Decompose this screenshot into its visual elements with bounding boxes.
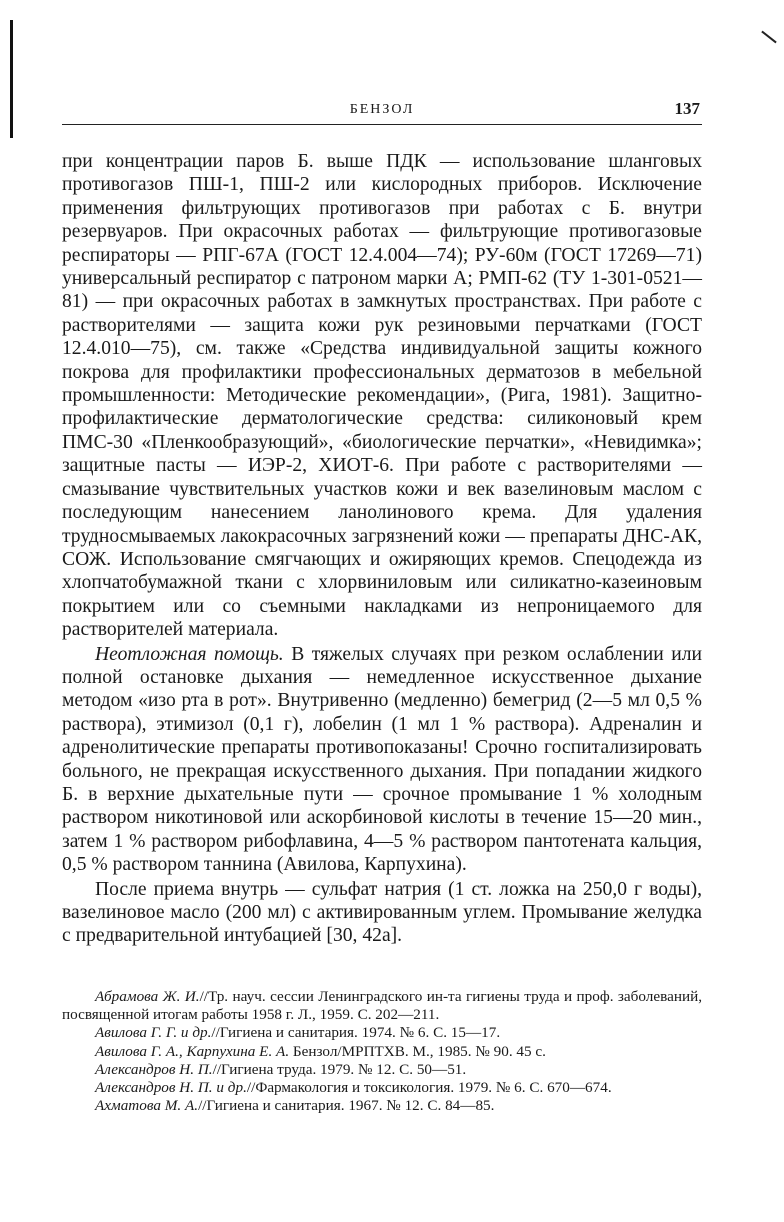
reference-text: //Гигиена труда. 1979. № 12. С. 50—51. (212, 1060, 467, 1078)
scan-margin-line (10, 20, 13, 138)
reference-item (62, 1061, 702, 1079)
paragraph-protection: при концентрации паров Б. выше ПДК — использование шланговых противогазов ПШ-1, ПШ-2 или кислородных приборов. Исключение применения фильтрующих противогазов при работах с Б. внутри резервуаров. При окрасочных работах — фильтрующие противогазовые респираторы — РПГ-67А (ГОСТ 12.4.004—74); РУ-60м (ГОСТ 17269—71) универсальный респиратор с патроном марки А; РМП-62 (ТУ 1-301-0521—81) — при окрасочных работах в замкнутых пространствах. При работе с растворителями — защита кожи рук резиновыми перчатками (ГОСТ 12.4.010—75), см. также «Средства индивидуальной защиты кожного покрова для профилактики профессиональных дерматозов в мебельной промышленности: Методические рекомендации», (Рига, 1981). Защитно-профилактические дерматологические средства: силиконовый крем ПМС-30 «Пленкообразующий», «биологические перчатки», «Невидимка»; защитные пасты — ИЭР-2, ХИОТ-6. При работе с растворителями — смазывание чувствительных участков кожи и век вазелиновым маслом с последующим нанесением ланолинового крема. Для удаления трудносмываемых лакокрасочных загрязнений кожи — препараты ДНС-АК, СОЖ. Использование смягчающих и ожиряющих кремов. Спецодежда из хлопчатобумажной ткани с хлорвиниловым или силикатно-казеиновым покрытием или со съемными накладками из непроницаемого для растворителей материала. (62, 151, 702, 641)
page-number: 137 (674, 99, 700, 118)
reference-item (62, 1024, 702, 1042)
reference-item (62, 988, 702, 1024)
page-header (62, 98, 702, 125)
reference-text: //Фармакология и токсикология. 1979. № 6. С. 670—674. (246, 1079, 612, 1097)
reference-item (62, 1043, 702, 1061)
reference-author: Александров Н. П. (95, 1060, 213, 1078)
first-aid-heading: Неотложная помощь. (95, 643, 284, 665)
reference-author: Александров Н. П. и др. (95, 1079, 247, 1097)
reference-item (62, 1097, 702, 1115)
reference-item (62, 1079, 702, 1097)
reference-author: Абрамова Ж. И. (95, 988, 200, 1005)
reference-author: Ахматова М. А. (95, 1097, 199, 1115)
main-text (62, 150, 702, 948)
paragraph-first-aid (62, 643, 702, 877)
scan-corner-mark (761, 31, 776, 44)
reference-text: //Тр. науч. сессии Ленинградского ин-та гигиены труда и проф. заболеваний, посвященной итогам работы 1958 г. Л., 1959. С. 202—211. (62, 988, 702, 1024)
reference-author: Авилова Г. Г. и др. (95, 1024, 212, 1042)
reference-text: //Гигиена и санитария. 1974. № 6. С. 15—17. (211, 1024, 501, 1042)
running-head: БЕНЗОЛ (349, 102, 415, 117)
references-list (62, 988, 702, 1115)
reference-text: Бензол/МРПТХВ. М., 1985. № 90. 45 с. (289, 1042, 546, 1060)
reference-author: Авилова Г. А., Карпухина Е. А. (95, 1042, 290, 1060)
paragraph-ingestion: После приема внутрь — сульфат натрия (1 ст. ложка на 250,0 г воды), вазелиновое масло (200 мл) с активированным углем. Промывание желудка с предварительной интубацией [30, 42а]. (62, 878, 702, 947)
first-aid-text: В тяжелых случаях при резком ослаблении или полной остановке дыхания — немедленное искусственное дыхание методом «изо рта в рот». Внутривенно (медленно) бемегрид (2—5 мл 0,5 % раствора), этимизол (0,1 г), лобелин (1 мл 1 % раствора). Адреналин и адренолитические препараты противопоказаны! Срочно госпитализировать больного, не прекращая искусственного дыхания. При попадании жидкого Б. в верхние дыхательные пути — срочное промывание 1 % холодным раствором никотиновой или аскорбиновой кислоты в течение 15—20 мин., затем 1 % раствором рибофлавина, 4—5 % раствором пантотената кальция, 0,5 % раствором таннина (Авилова, Карпухина). (62, 643, 702, 876)
reference-text: //Гигиена и санитария. 1967. № 12. С. 84—85. (198, 1097, 495, 1115)
